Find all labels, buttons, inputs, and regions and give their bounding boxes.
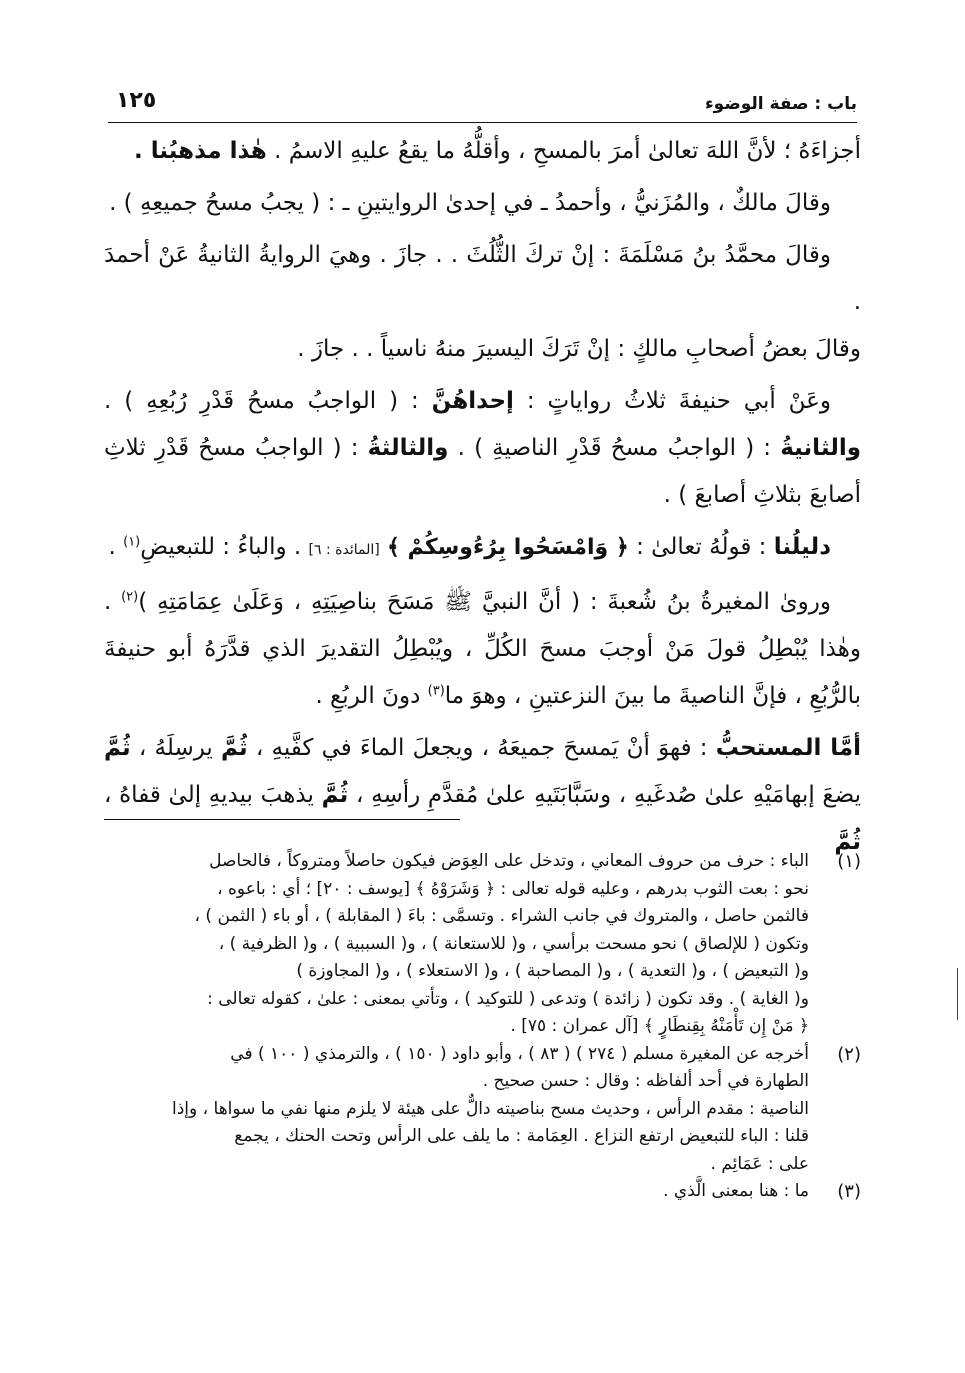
footnote-line: وتكون ( للإلصاق ) نحو مسحت برأسي ، و( للاستعانة ) ، و( السببية ) ، و( الظرفية ) ، [218, 933, 809, 954]
footnote-body [104, 1041, 809, 1179]
text-run: أجزاءَهُ ؛ لأنَّ اللهَ تعالىٰ أمرَ بالمسحِ ، وأقلُّهُ ما يقعُ عليهِ الاسمُ . [274, 138, 861, 164]
paragraph-8 [104, 725, 861, 866]
footnote-line: أخرجه عن المغيرة مسلم ( ٢٧٤ ) ( ٨٣ ) ، وأبو داود ( ١٥٠ ) ، والترمذي ( ١٠٠ ) في [230, 1043, 809, 1064]
footnote-number: (٣) [837, 1181, 861, 1202]
bold-term: والثانيةُ [780, 435, 862, 461]
bold-term: دليلُنا [773, 534, 831, 560]
paragraph-7 [104, 579, 861, 720]
paragraph-4: وقالَ بعضُ أصحابِ مالكٍ : إنْ تَرَكَ اليسيرَ منهُ ناسياً . . جازَ . [297, 336, 861, 362]
chapter-title: باب : صفة الوضوء [704, 94, 857, 114]
footnote-number: (٢) [837, 1043, 861, 1065]
text-run: يرسِلَهُ ، [138, 735, 213, 761]
footnote-ref[interactable]: (٣) [427, 683, 445, 699]
footnote-3 [104, 1178, 861, 1206]
madhhab-statement: هٰذا مذهبُنا . [134, 138, 267, 164]
bold-term: ثُمَّ [834, 829, 861, 855]
bold-term: والثالثةُ [367, 435, 449, 461]
text-run: : ( الواجبُ مسحُ قَدْرِ رُبُعِهِ ) . [104, 388, 419, 414]
footnote-line: فالثمن حاصل ، والمتروك في جانب الشراء . وتسمَّى : باءَ ( المقابلة ) ، أو باء ( الثمن ) ، [194, 906, 809, 926]
bold-term: ثُمَّ [321, 782, 349, 808]
footnote-body [104, 848, 809, 1041]
bold-term: أمَّا المستحبُّ [715, 735, 862, 761]
paragraph-1 [104, 128, 861, 175]
page-number: ١٢٥ [116, 88, 157, 113]
footnote-body [104, 1178, 809, 1206]
paragraph-6 [104, 524, 861, 574]
footnote-2 [104, 1041, 861, 1179]
footnote-ref[interactable]: (٢) [121, 589, 139, 605]
paragraph-5 [104, 378, 861, 519]
text-run: يذهبَ بيديهِ إلىٰ قفاهُ ، [104, 782, 314, 808]
footnote-ref[interactable]: (١) [123, 534, 141, 550]
text-run: . وهٰذا يُبْطِلُ قولَ مَنْ أوجبَ مسحَ الكُلِّ ، ويُبْطِلُ التقديرَ الذي قدَّرَهُ أبو حنيفةَ بالرُّبُعِ ، فإنَّ الناصيةَ ما بينَ النزعتينِ ، وهوَ ما [104, 589, 861, 709]
quran-verse: ﴿ وَامْسَحُوا بِرُءُوسِكُمْ ﴾ [387, 535, 629, 560]
footnote-line: و( التبعيض ) ، و( التعدية ) ، و( المصاحبة ) ، و( الاستعلاء ) ، و( المجاوزة ) [296, 961, 809, 981]
paragraph-2: وقالَ مالكٌ ، والمُزَنيُّ ، وأحمدُ ـ في إحدىٰ الروايتينِ ـ : ( يجبُ مسحُ جميعِهِ ) . [109, 190, 831, 216]
footnote-line: و( الغاية ) . وقد تكون ( زائدة ) وتدعى ( للتوكيد ) ، وتأتي بمعنى : علىٰ ، كقوله تعالى : [207, 988, 809, 1009]
footnote-line: قلنا : الباء للتبعيض ارتفع النزاع . العِمَامة : ما يلف على الرأس وتحت الحنك ، يجمع [234, 1126, 809, 1146]
text-run: . [108, 534, 116, 560]
text-run: دونَ الربُعِ . [315, 683, 421, 709]
footnote-line: الطهارة في أحد ألفاظه : وقال : حسن صحيح . [482, 1071, 809, 1091]
bold-term: إحداهُنَّ [431, 388, 514, 414]
footnote-line: الناصية : مقدم الرأس ، وحديث مسح بناصيته دالٌّ على هيئة لا يلزم منها نفي ما سواها ، وإذا [172, 1098, 809, 1119]
scan-edge-mark [957, 968, 958, 1020]
footnote-line: ما : هنا بمعنى الَّذي . [663, 1181, 809, 1201]
text-run: يضعَ إبهامَيْهِ علىٰ صُدغَيهِ ، وسَبَّابَتَيهِ علىٰ مُقدَّمِ رأسِهِ ، [355, 782, 862, 808]
text-run: . والباءُ : للتبعيضِ [140, 534, 302, 560]
text-run: وعَنْ أبي حنيفةَ ثلاثُ رواياتٍ : [526, 388, 831, 414]
paragraph-3: وقالَ محمَّدُ بنُ مَسْلَمَةَ : إنْ تركَ الثُّلُثَ . . جازَ . وهيَ الروايةُ الثانيةُ عَنْ أحمدَ . [104, 242, 861, 315]
running-header [108, 88, 857, 123]
hadith-quote: وروىٰ المغيرةُ بنُ شُعبةَ : ( أنَّ النبيَّ ﷺ مَسَحَ بناصِيَتِهِ ، وَعَلَىٰ عِمَامَتِهِ ) [138, 589, 832, 615]
footnote-line: نحو : بعت الثوب بدرهم ، وعليه قوله تعالى : ﴿ وَشَرَوْهُ ﴾ [يوسف : ٢٠] ؛ أي : باعوه ، [217, 878, 809, 899]
footnote-line: ﴿ مَنْ إِن تَأْمَنْهُ بِقِنطَارٍ ﴾ [آل عمران : ٧٥] . [510, 1016, 809, 1036]
text-run: : ( الواجبُ مسحُ قَدْرِ ثلاثِ أصابعَ بثلاثِ أصابعَ ) . [104, 435, 861, 508]
bold-term: ثُمَّ [104, 735, 131, 761]
text-run: : فهوَ أنْ يَمسحَ جميعَهُ ، ويجعلَ الماءَ في كفَّيهِ ، [255, 735, 708, 761]
footnotes [104, 848, 861, 1206]
footnote-number: (١) [837, 851, 861, 872]
footnote-line: على : عَمَائِم . [710, 1153, 809, 1174]
main-text [104, 128, 861, 871]
text-run: : ( الواجبُ مسحُ قَدْرِ الناصيةِ ) . [457, 435, 772, 461]
footnote-1 [104, 848, 861, 1041]
text-run: : قولُهُ تعالىٰ : [636, 534, 767, 560]
bold-term: ثُمَّ [221, 735, 248, 761]
footnote-separator [104, 819, 460, 820]
verse-citation: [المائدة : ٦] [308, 542, 380, 558]
footnote-line: الباء : حرف من حروف المعاني ، وتدخل على العِوَض فيكون حاصلاً ومتروكاً ، فالحاصل [209, 851, 809, 871]
